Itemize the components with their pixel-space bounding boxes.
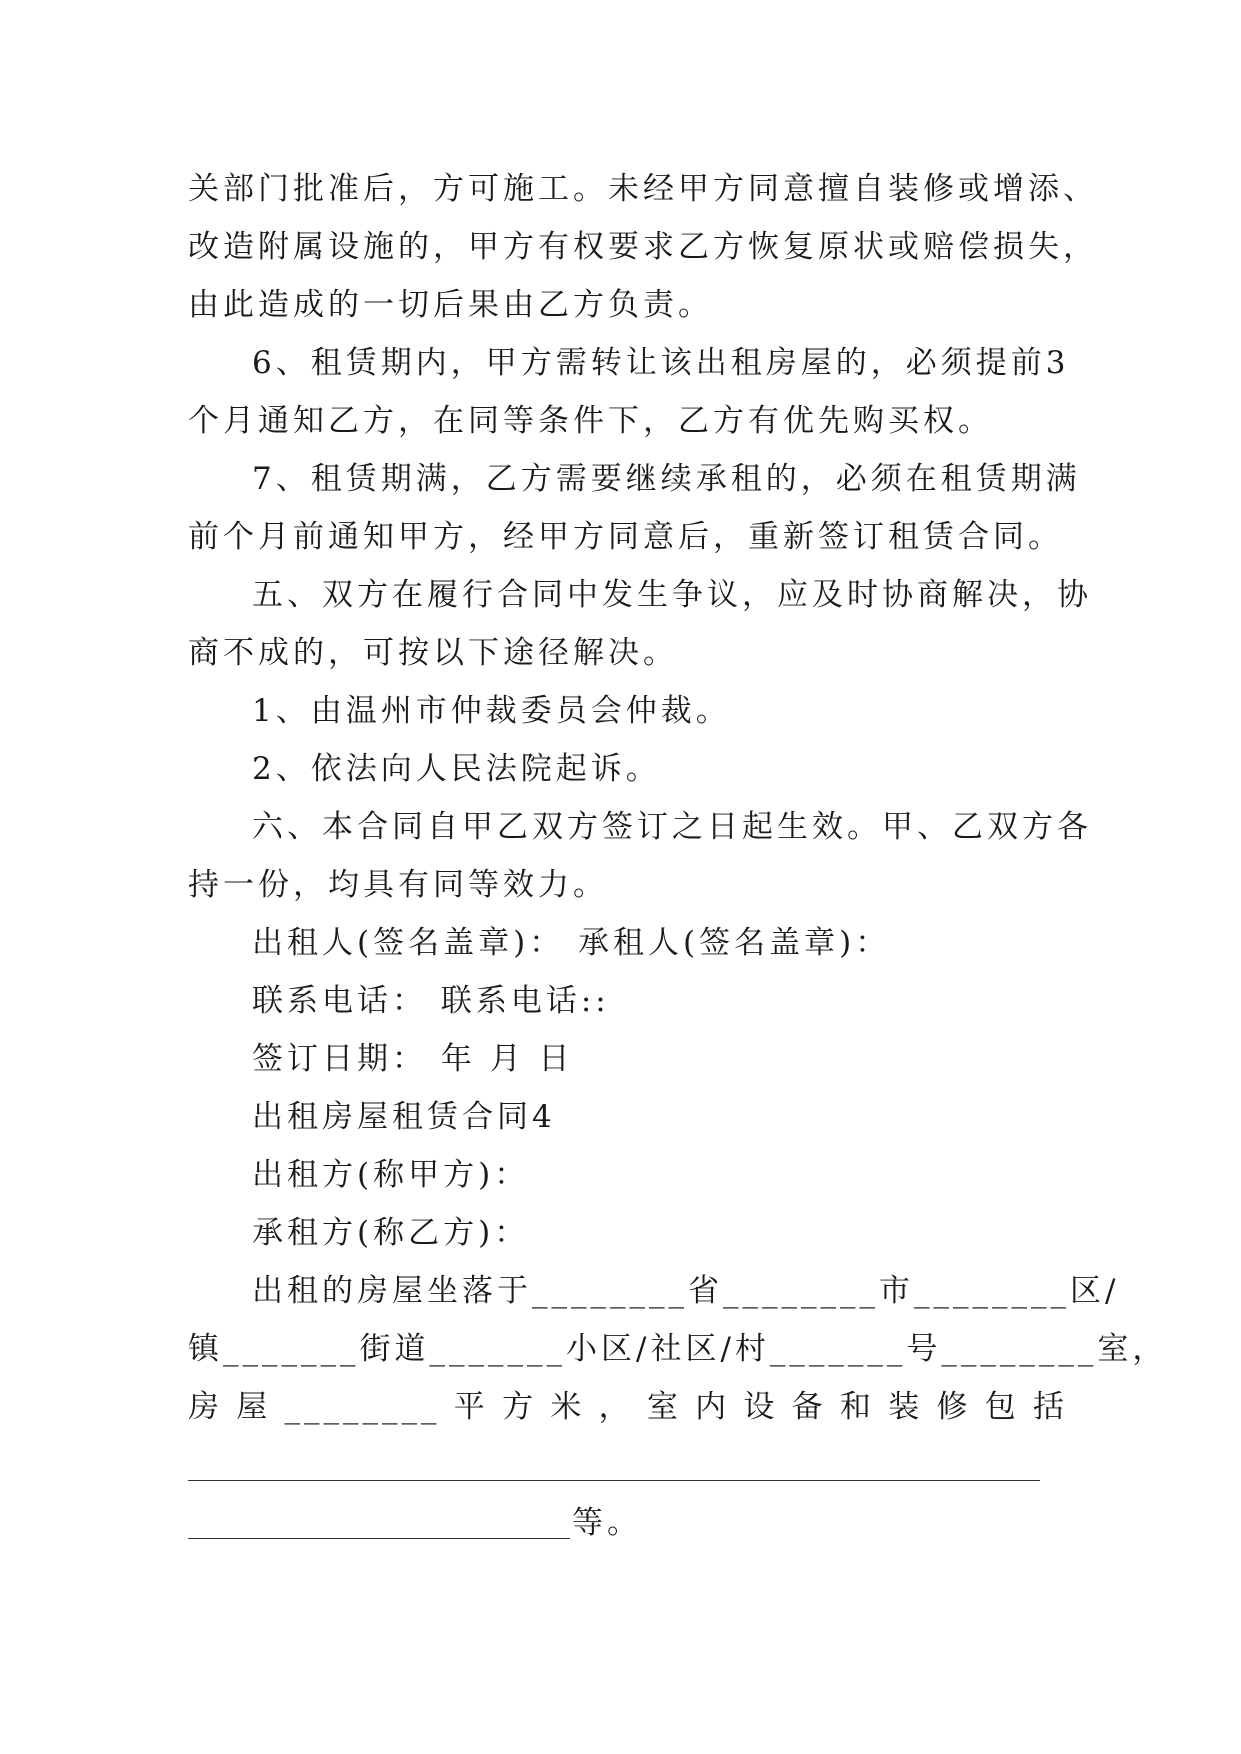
lessor-line: 出租方(称甲方)： (252, 1157, 530, 1193)
contract-title: 出租房屋租赁合同4 (252, 1099, 556, 1135)
justified-char: 和 (839, 1389, 875, 1425)
section-6-line: 六、本合同自甲乙双方签订之日起生效。甲、乙双方各 (252, 809, 1092, 845)
option-1-line: 1、由温州市仲裁委员会仲裁。 (252, 693, 731, 729)
justified-char: 内 (695, 1389, 731, 1425)
signature-line: 出租人(签名盖章)： 承租人(签名盖章)： (252, 925, 891, 961)
justified-char: 括 (1032, 1389, 1068, 1425)
blank-fill-line-end (188, 1494, 1068, 1552)
date-line: 签订日期： 年 月 日 (252, 1041, 574, 1077)
justified-char: 修 (936, 1389, 972, 1425)
paragraph-line: 商不成的，可按以下途径解决。 (188, 635, 678, 671)
justified-char: 装 (888, 1389, 924, 1425)
justified-char: 设 (743, 1389, 779, 1425)
phone-line: 联系电话： 联系电话:: (252, 983, 610, 1019)
justified-char: 室 (646, 1389, 682, 1425)
paragraph-line: 由此造成的一切后果由乙方负责。 (188, 287, 713, 323)
paragraph-line: 改造附属设施的，甲方有权要求乙方恢复原状或赔偿损失， (188, 229, 1098, 265)
address-line: 出租的房屋坐落于________省________市________区/ (252, 1273, 1120, 1309)
closing-text: 等。 (572, 1505, 642, 1541)
blank-fill-line (188, 1436, 1068, 1494)
paragraph-line: 持一份，均具有同等效力。 (188, 867, 608, 903)
justified-char: 方 (502, 1389, 538, 1425)
area-equipment-line (188, 1378, 1068, 1436)
paragraph-line: 关部门批准后，方可施工。未经甲方同意擅自装修或增添、 (188, 171, 1098, 207)
justified-char: 备 (791, 1389, 827, 1425)
justified-char: 米 (550, 1389, 586, 1425)
area-blank: ________ (284, 1389, 441, 1425)
clause-7-line: 7、租赁期满，乙方需要继续承租的，必须在租赁期满 (252, 461, 1081, 497)
justified-char: 房 (188, 1389, 223, 1425)
justified-char: ， (598, 1389, 634, 1425)
section-5-line: 五、双方在履行合同中发生争议，应及时协商解决，协 (252, 577, 1092, 613)
paragraph-line: 前个月前通知甲方，经甲方同意后，重新签订租赁合同。 (188, 519, 1063, 555)
address-line-continued: 镇_______街道_______小区/社区/村_______号________室， (188, 1331, 1168, 1367)
lessee-line: 承租方(称乙方)： (252, 1215, 530, 1251)
underline-rule (188, 1538, 570, 1539)
contract-text (188, 160, 1168, 1552)
paragraph-line: 个月通知乙方，在同等条件下，乙方有优先购买权。 (188, 403, 993, 439)
clause-6-line: 6、租赁期内，甲方需转让该出租房屋的，必须提前3 (252, 345, 1070, 381)
option-2-line: 2、依法向人民法院起诉。 (252, 751, 661, 787)
justified-char: 平 (453, 1389, 489, 1425)
justified-char: 屋 (236, 1389, 272, 1425)
underline-rule (188, 1480, 1040, 1481)
justified-char: 包 (984, 1389, 1020, 1425)
